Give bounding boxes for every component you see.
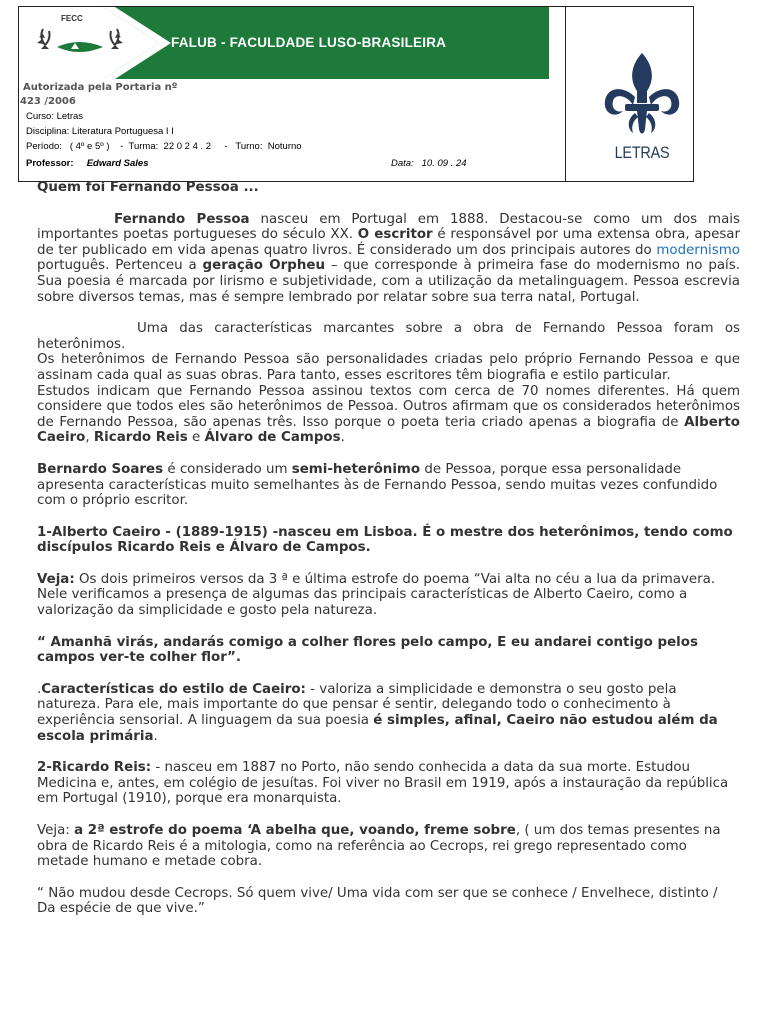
paragraph-reis-example: Veja: a 2ª estrofe do poema ‘A abelha que, voando, freme sobre, ( um dos temas presentes na obra de Ricardo Reis é a mitologia, como na referência ao Cecrops, rei grego representado como metade humano e metade cobra. [37,823,721,870]
institution-name: FALUB - FACULDADE LUSO-BRASILEIRA [171,35,447,50]
date-line [391,158,467,169]
authorization-line-1: Autorizada pela Portaria nº [23,82,178,93]
quote-caeiro: “ Amanhã virás, andarás comigo a colher flores pelo campo, E eu andarei contigo pelos campos ver-te colher flor”. [37,634,698,666]
date-label: Data: [391,158,414,169]
quote-reis: “ Não mudou desde Cecrops. Só quem vive/ Uma vida com ser que se conhece / Envelhece, distinto / Da espécie de que vive.” [37,885,718,917]
class-label: Turma: [128,141,159,152]
paragraph-caeiro-example: Veja: Os dois primeiros versos da 3 ª e última estrofe do poema “Vai alta no céu a lua da primavera. Nele verificamos a presença de algumas das principais características de Alberto Caeiro, como a valorização da simplicidade e gosto pela natureza. [37,571,716,619]
shift-value: Noturno [267,141,302,152]
paragraph-ricardo-reis: 2-Ricardo Reis: - nasceu em 1887 no Porto, não sendo conhecida a data da sua morte. Estudou Medicina e, antes, em colégio de jesuítas. Foi viver no Brasil em 1919, após a instauração da república em Portugal (1910), porque era monarquista. [37,760,729,807]
svg-text:FECC: FECC [61,14,83,23]
discipline-line: Disciplina: Literatura Portuguesa I I [26,126,174,137]
paragraph-heteronyms-definition: Os heterônimos de Fernando Pessoa são personalidades criadas pelo próprio Fernando Pessoa e que assinam cada qual as suas obras. Para tanto, esses escritores têm biografia e estilo particular. [37,352,740,383]
period-value: ( 4º e 5º ) [69,141,110,152]
modernismo-link[interactable]: modernismo [656,242,740,258]
paragraph-bernardo-soares: Bernardo Soares é considerado um semi-heterônimo de Pessoa, porque essa personalidade apresenta características muito semelhantes às de Fernando Pessoa, sendo muitas vezes confundido com o próprio escritor. [37,461,718,509]
paragraph-intro: Fernando Pessoa nasceu em Portugal em 1888. Destacou-se como um dos mais importantes poetas portugueses do século XX. O escritor é responsável por uma extensa obra, apesar de ter publicado em vida apenas quatro livros. É considerado um dos principais autores do modernismo português. Pertenceu a geração Orpheu – que corresponde à primeira fase do modernismo no país. Sua poesia é marcada por lirismo e subjetividade, com a utilização da metalinguagem. Pessoa escrevia sobre diversos temas, mas é sempre lembrado por relatar sobre sua terra natal, Portugal. [37,211,741,305]
paragraph-heteronyms-intro: Uma das características marcantes sobre a obra de Fernando Pessoa foram os heterônimos. [37,321,740,352]
professor-line [26,158,149,169]
document-header [18,6,694,182]
authorization-text [20,81,203,109]
fleur-de-lis-icon [597,51,687,141]
class-value: 22 0 2 4 . 2 [163,141,212,152]
document-body [37,180,740,917]
course-line: Curso: Letras [26,111,84,122]
date-value: 10. 09 . 24 [421,158,467,169]
paragraph-heteronyms-studies: Estudos indicam que Fernando Pessoa assinou textos com cerca de 70 nomes diferentes. Há quem considere que todos eles são heterônimos de Pessoa. Outros afirmam que os considerados heterônimos de Fernando Pessoa, são apenas três. Isso porque o poeta teria criado apenas a biografia de Alberto Caeiro, Ricardo Reis e Álvaro de Campos. [37,383,740,446]
paragraph-caeiro-style: .Características do estilo de Caeiro: - valoriza a simplicidade e demonstra o seu gosto pela natureza. Para ele, mais importante do que pensar é sentir, delegando todo o conhecimento à experiência sensorial. A linguagem da sua poesia é simples, afinal, Caeiro não estudou além da escola primária. [37,681,718,744]
authorization-line-2: 423 /2006 [20,96,76,107]
document-title: Quem foi Fernando Pessoa ... [37,180,259,195]
letras-label: LETRAS [614,143,670,162]
period-line: Período: ( 4º e 5º ) - Turma: 22 0 2 4 . 2 - Turno: Noturno [26,141,302,152]
period-label: Período: [26,141,62,152]
professor-name: Edward Sales [86,158,149,169]
heading-alberto-caeiro: 1-Alberto Caeiro - (1889-1915) -nasceu em Lisboa. É o mestre dos heterônimos, tendo como discípulos Ricardo Reis e Álvaro de Campos. [37,524,733,556]
header-divider [565,7,566,181]
shift-label: Turno: [235,141,263,152]
professor-label: Professor: [26,158,74,169]
letras-logo [597,51,687,171]
